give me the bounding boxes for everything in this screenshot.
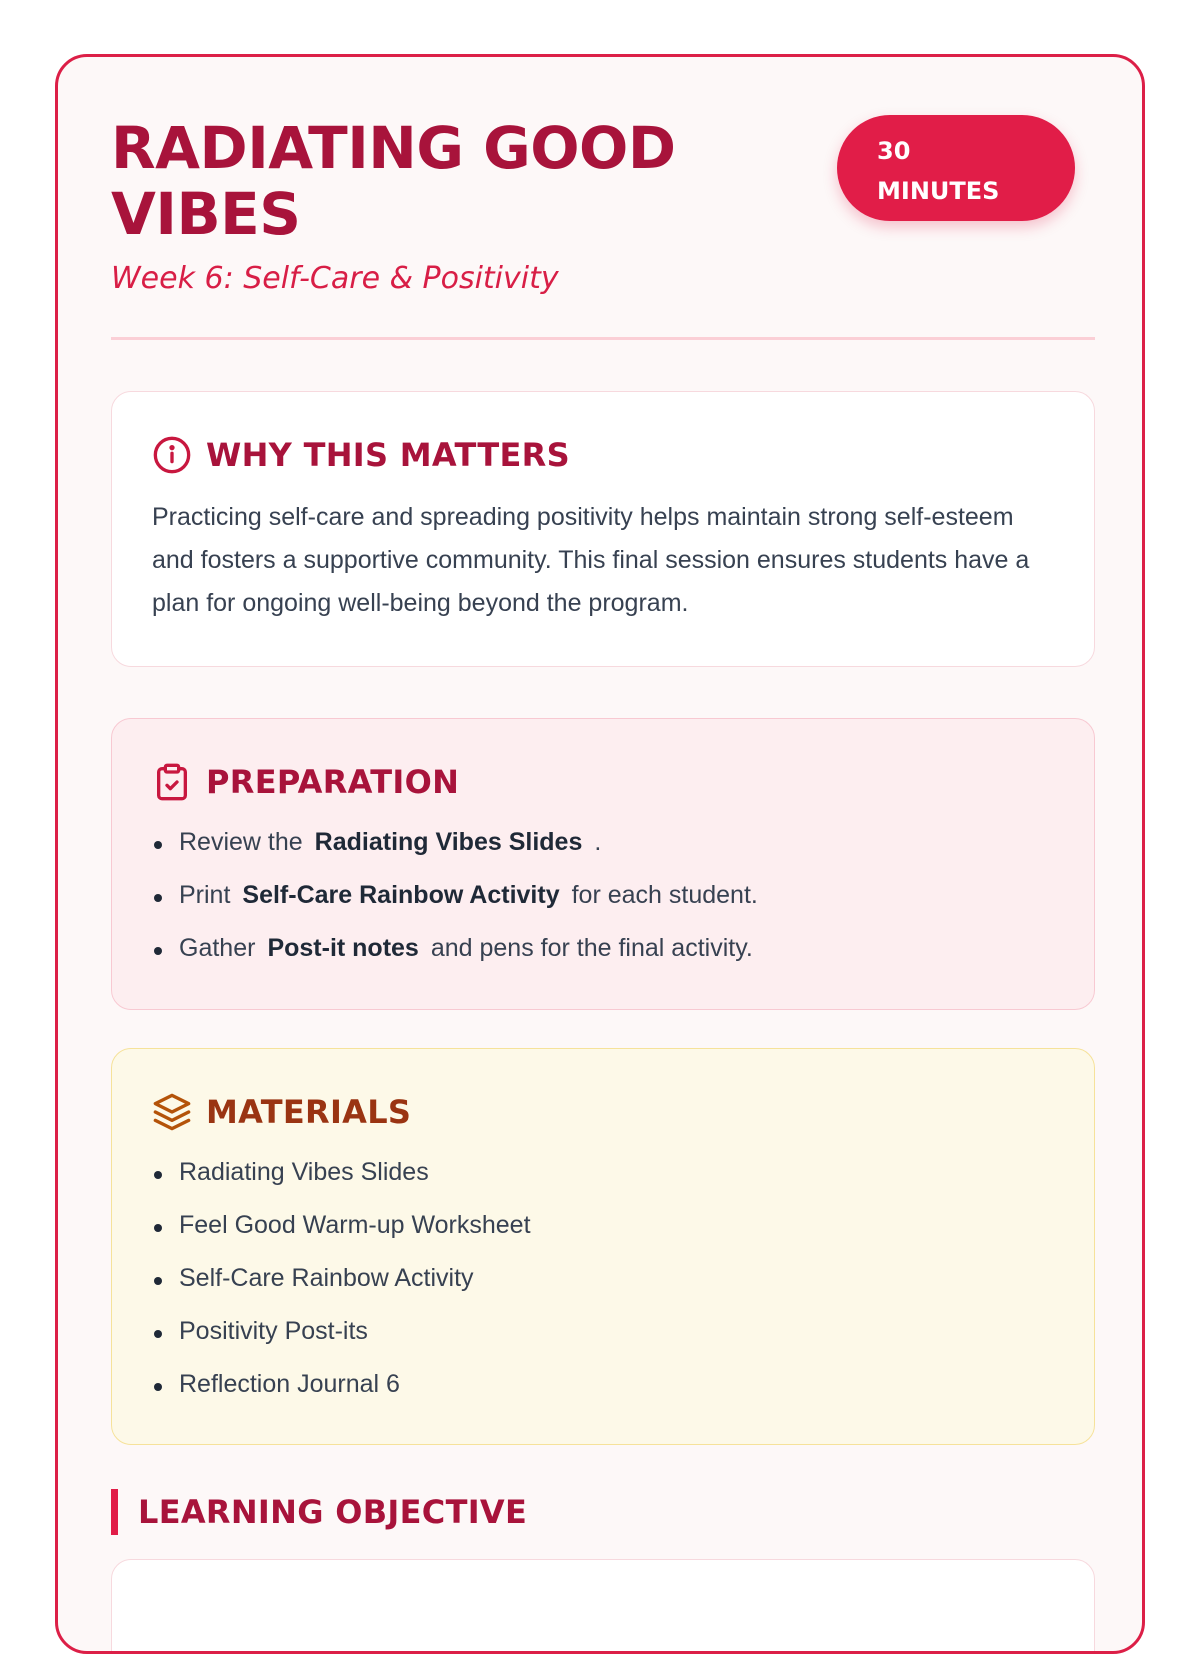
why-this-matters-section [111, 391, 1095, 667]
lesson-card [55, 54, 1145, 1654]
why-body-text: Practicing self-care and spreading positivity helps maintain strong self-esteem and fosters a supportive community. This final session ensures students have a plan for ongoing well-being beyond the program. [152, 503, 1030, 617]
list-item: Positivity Post-its [152, 1312, 1054, 1365]
duration-badge: 30 MINUTES [837, 115, 1075, 221]
list-item: Review the Radiating Vibes Slides . [152, 823, 1054, 876]
list-item: Gather Post-it notes and pens for the final activity. [152, 929, 1054, 982]
materials-list [152, 1153, 1054, 1418]
lesson-header [111, 115, 1075, 335]
page-subtitle: Week 6: Self-Care & Positivity [111, 261, 559, 296]
list-item: Radiating Vibes Slides [152, 1153, 1054, 1206]
preparation-list [152, 823, 1054, 982]
learning-objective-heading [111, 1489, 527, 1535]
list-item: Print Self-Care Rainbow Activity for each student. [152, 876, 1054, 929]
clipboard-check-icon [152, 762, 192, 802]
header-divider [111, 337, 1095, 340]
list-item: Self-Care Rainbow Activity [152, 1259, 1054, 1312]
preparation-section [111, 718, 1095, 1010]
list-item: Feel Good Warm-up Worksheet [152, 1206, 1054, 1259]
materials-section [111, 1048, 1095, 1445]
stack-layers-icon [152, 1092, 192, 1132]
section-title-materials: MATERIALS [206, 1093, 412, 1131]
section-title-why: WHY THIS MATTERS [206, 436, 570, 474]
section-title-preparation: PREPARATION [206, 763, 460, 801]
page-title: RADIATING GOOD VIBES [111, 114, 676, 248]
section-title-learning-objective: LEARNING OBJECTIVE [138, 1493, 528, 1531]
learning-objective-box [111, 1559, 1095, 1654]
list-item: Reflection Journal 6 [152, 1365, 1054, 1418]
info-circle-icon [152, 435, 192, 475]
